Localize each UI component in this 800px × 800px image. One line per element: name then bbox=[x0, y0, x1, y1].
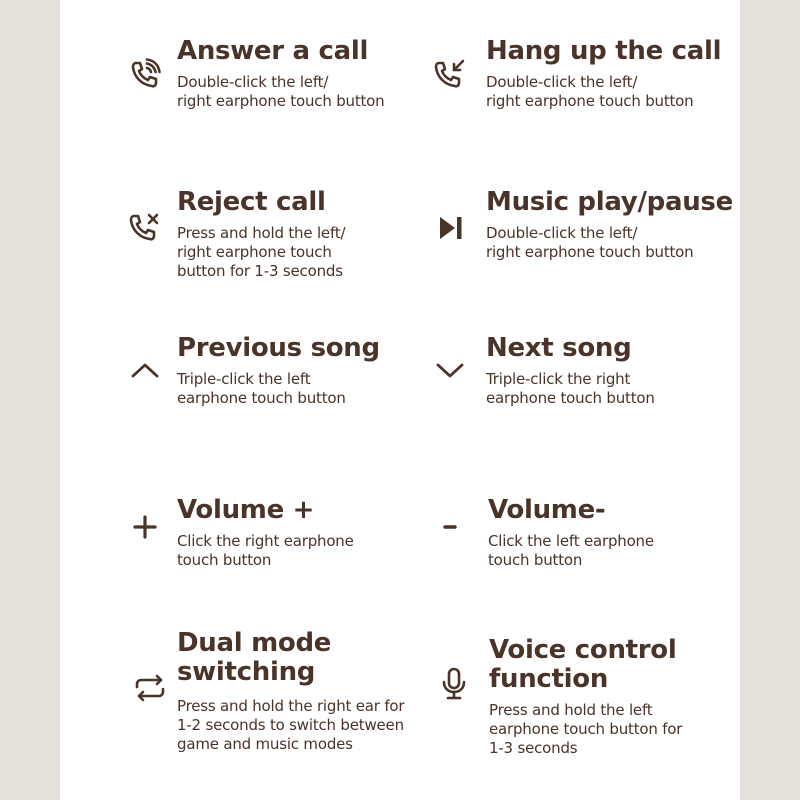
item-desc: Triple-click the left earphone touch button bbox=[177, 370, 346, 407]
item-title: Volume + bbox=[177, 495, 315, 525]
phone-reject-icon bbox=[125, 208, 165, 248]
item-desc: Double-click the left/ right earphone touch button bbox=[486, 224, 694, 261]
item-title: Voice control function bbox=[489, 635, 677, 694]
item-title: Dual mode switching bbox=[177, 628, 332, 687]
item-title: Hang up the call bbox=[486, 36, 722, 66]
item-title: Music play/pause bbox=[486, 187, 733, 217]
play-pause-icon bbox=[430, 208, 470, 248]
item-desc: Double-click the left/ right earphone touch button bbox=[177, 73, 385, 110]
minus-icon bbox=[430, 507, 470, 547]
plus-icon bbox=[125, 507, 165, 547]
chevron-down-icon bbox=[430, 350, 470, 390]
item-desc: Press and hold the left earphone touch button for 1-3 seconds bbox=[489, 701, 683, 757]
item-desc: Press and hold the right ear for 1-2 seconds to switch between game and music modes bbox=[177, 697, 405, 753]
item-desc: Click the left earphone touch button bbox=[488, 532, 654, 569]
item-title: Next song bbox=[486, 333, 632, 363]
phone-incoming-icon bbox=[430, 55, 470, 95]
item-title: Reject call bbox=[177, 187, 326, 217]
switch-arrows-icon bbox=[130, 668, 170, 708]
item-title: Previous song bbox=[177, 333, 380, 363]
item-desc: Click the right earphone touch button bbox=[177, 532, 354, 569]
item-desc: Double-click the left/ right earphone touch button bbox=[486, 73, 694, 110]
item-title: Volume- bbox=[488, 495, 606, 525]
chevron-up-icon bbox=[125, 350, 165, 390]
item-desc: Triple-click the right earphone touch button bbox=[486, 370, 655, 407]
phone-ringing-icon bbox=[125, 55, 165, 95]
item-title: Answer a call bbox=[177, 36, 369, 66]
microphone-icon bbox=[434, 664, 474, 704]
item-desc: Press and hold the left/ right earphone touch button for 1-3 seconds bbox=[177, 224, 346, 280]
